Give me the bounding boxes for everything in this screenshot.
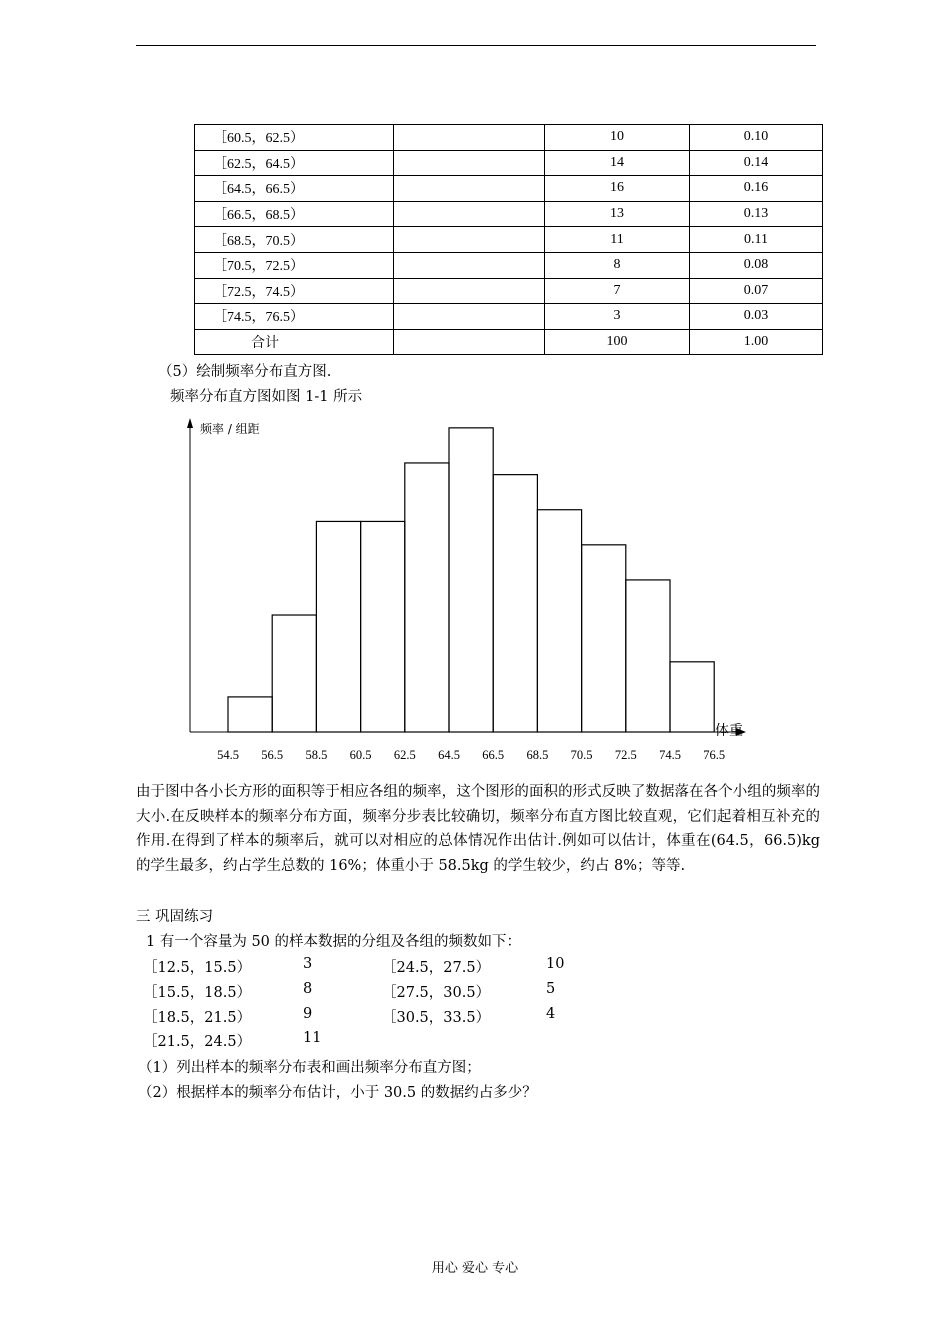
blank-cell [394,201,545,227]
exercise-count: 3 [303,956,313,972]
x-tick-label: 60.5 [349,748,372,762]
x-tick-label: 76.5 [703,748,726,762]
section-3-title: 三 巩固练习 [136,909,214,925]
total-count: 100 [545,329,690,355]
histogram-bar [582,545,626,732]
exercise-interval: ［21.5，24.5） [143,1034,252,1051]
histogram-bar [670,662,714,732]
histogram-bar [537,510,581,732]
x-tick-label: 74.5 [659,748,681,762]
exercise-interval: ［30.5，33.5） [382,1009,491,1026]
step5-text: （5）绘制频率分布直方图. [158,364,332,380]
count-cell: 14 [545,150,690,176]
histogram-bar [405,463,449,732]
interval-cell: ［60.5，62.5） [195,125,394,151]
header-rule [136,45,816,46]
table-row [195,227,823,253]
freq-cell: 0.16 [690,176,823,202]
blank-cell [394,227,545,253]
histogram-bar [361,521,405,732]
interval-cell: ［72.5，74.5） [195,278,394,304]
table-row [195,150,823,176]
count-cell: 3 [545,304,690,330]
blank-cell [394,150,545,176]
table-row [195,304,823,330]
histogram-bar [626,580,670,732]
exercise-count: 10 [546,956,565,972]
x-tick-label: 54.5 [217,748,239,762]
exercise-count: 9 [303,1005,313,1022]
histogram-bar [493,475,537,732]
freq-cell: 0.14 [690,150,823,176]
interval-cell: ［66.5，68.5） [195,201,394,227]
exercise-interval: ［15.5，18.5） [143,984,252,1001]
total-row [195,329,823,355]
x-axis-label: 体重 [715,723,743,739]
blank-cell [394,176,545,202]
freq-cell: 0.07 [690,278,823,304]
x-tick-label: 66.5 [482,748,505,762]
count-cell: 11 [545,227,690,253]
count-cell: 13 [545,201,690,227]
freq-cell: 0.13 [690,201,823,227]
freq-cell: 0.08 [690,252,823,278]
exercise-interval: ［24.5，27.5） [382,960,491,976]
histogram-bar [316,521,360,732]
count-cell: 7 [545,278,690,304]
table-row [195,278,823,304]
freq-cell: 0.03 [690,304,823,330]
interval-cell: ［74.5，76.5） [195,304,394,330]
exercise-count: 4 [546,1005,556,1022]
x-tick-label: 56.5 [261,748,284,762]
question-1: （1）列出样本的频率分布表和画出频率分布直方图； [138,1060,481,1076]
freq-cell: 0.11 [690,227,823,253]
exercise-interval: ［27.5，30.5） [382,984,491,1001]
total-label: 合计 [195,329,394,355]
x-tick-label: 72.5 [614,748,637,762]
interval-cell: ［62.5，64.5） [195,150,394,176]
histogram-bar [449,428,493,732]
count-cell: 8 [545,252,690,278]
exercise-count: 8 [303,980,313,997]
interval-cell: ［64.5，66.5） [195,176,394,202]
blank-cell [394,304,545,330]
explanation-paragraph: 由于图中各小长方形的面积等于相应各组的频率，这个图形的面积的形式反映了数据落在各个小组的频率的大小.在反映样本的频率分布方面，频率分步表比较确切，频率分布直方图比较直观，它们起着相互补充的作用.在得到了样本的频率后，就可以对相应的总体情况作出估计.例如可以估计，体重在(64.5，66.5)kg 的学生最多，约占学生总数的 16%；体重小于 58.5kg 的学生较少，约占 8%；等等. [136,784,820,874]
exercise-count: 5 [546,980,556,997]
exercise-interval: ［12.5，15.5） [143,960,252,976]
histogram-chart [170,412,760,772]
table-row [195,252,823,278]
exercise-interval: ［18.5，21.5） [143,1009,252,1026]
interval-cell: ［68.5，70.5） [195,227,394,253]
question-2: （2）根据样本的频率分布估计，小于 30.5 的数据约占多少？ [138,1085,537,1101]
count-cell: 16 [545,176,690,202]
y-axis-arrow-icon [187,418,193,428]
x-tick-label: 70.5 [570,748,593,762]
table-row [195,201,823,227]
histogram-bar [272,615,316,732]
freq-cell: 0.10 [690,125,823,151]
x-tick-label: 64.5 [438,748,460,762]
table-row [195,176,823,202]
y-axis-label: 频率 / 组距 [200,422,260,436]
x-tick-label: 68.5 [526,748,549,762]
interval-cell: ［70.5，72.5） [195,252,394,278]
chart-caption: 频率分布直方图如图 1-1 所示 [170,389,363,405]
total-freq: 1.00 [690,329,823,355]
blank-cell [394,278,545,304]
blank-cell [394,125,545,151]
x-tick-label: 58.5 [305,748,328,762]
count-cell: 10 [545,125,690,151]
table-row [195,125,823,151]
exercise-count: 11 [303,1030,322,1047]
page-footer: 用心 爱心 专心 [431,1261,519,1276]
x-tick-label: 62.5 [393,748,416,762]
histogram-bar [228,697,272,732]
exercise-1-text: 1 有一个容量为 50 的样本数据的分组及各组的频数如下： [146,934,522,950]
blank-cell [394,252,545,278]
blank-cell [394,329,545,355]
frequency-table [194,124,823,355]
